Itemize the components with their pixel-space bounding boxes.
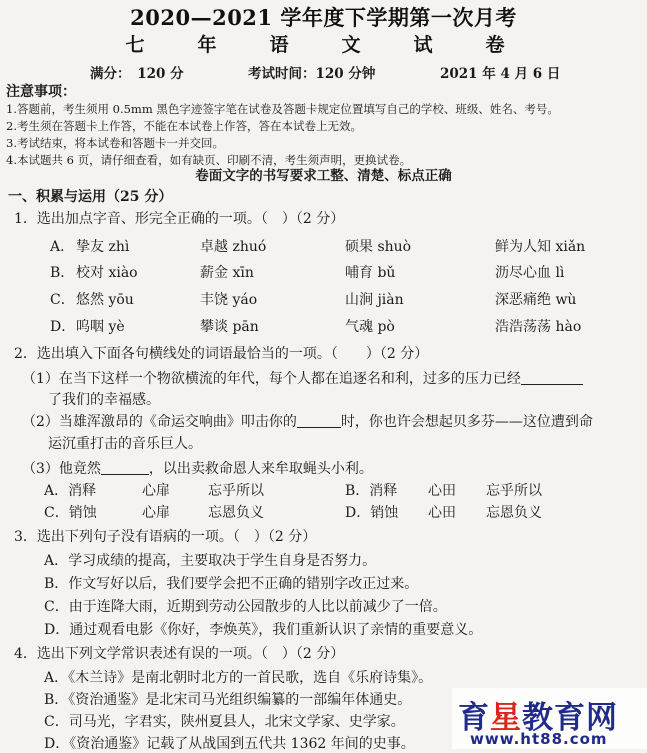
option-word: A．消释 <box>44 483 97 499</box>
option-word: B．消释 <box>345 483 398 499</box>
question-2-stem: 2．选出填入下面各句横线处的词语最恰当的一项。（ ）（2 分） <box>14 346 429 362</box>
q2-sentence-3 <box>22 458 373 478</box>
option-word: 心扉 <box>142 483 170 499</box>
option-letter: C． <box>50 292 75 308</box>
exam-time: 考试时间：120 分钟 <box>248 66 376 82</box>
q3-option-a: A．学习成绩的提高，主要取决于学生自身是否努力。 <box>44 553 377 569</box>
option-word: 悠然 yōu <box>76 292 134 308</box>
option-word: 哺育 bǔ <box>345 265 396 281</box>
option-word: C．销蚀 <box>44 505 97 521</box>
question-3-stem: 3．选出下列句子没有语病的一项。（ ）（2 分） <box>14 529 317 545</box>
question-1-stem: 1．选出加点字音、形完全正确的一项。（ ）（2 分） <box>14 211 345 227</box>
q3-option-d: D．通过观看电影《你好，李焕英》，我们重新认识了亲情的重要意义。 <box>44 622 483 638</box>
option-word: 校对 xiào <box>76 265 138 281</box>
answer-blank <box>297 413 341 428</box>
option-word: 攀谈 pān <box>200 319 259 335</box>
option-word: 忘恩负义 <box>208 505 264 521</box>
option-word: 气魂 pò <box>345 319 395 335</box>
notice-line: 2.考生须在答题卡上作答，不能在本试卷上作答，答在本试卷上无效。 <box>6 119 362 133</box>
option-word: 心田 <box>428 505 456 521</box>
exam-title: 2020—2021 学年度下学期第一次月考 <box>130 5 517 30</box>
option-word: 心扉 <box>142 505 170 521</box>
option-letter: A． <box>50 239 75 255</box>
notice-line: 1.答题前，考生须用 0.5mm 黑色字迹签字笔在试卷及答题卡规定位置填写自己的学校、班级、姓名、考号。 <box>6 102 559 116</box>
option-word: 鲜为人知 xiǎn <box>495 239 586 255</box>
writing-requirement: 卷面文字的书写要求工整、清楚、标点正确 <box>195 168 452 184</box>
option-word: 丰饶 yáo <box>200 292 258 308</box>
option-word: 忘恩负义 <box>486 505 542 521</box>
option-word: 忘乎所以 <box>486 483 542 499</box>
question-4-stem: 4．选出下列文学常识表述有误的一项。（ ）（2 分） <box>14 646 345 662</box>
exam-subtitle: 七 年 语 文 试 卷 <box>125 34 522 56</box>
sentence-text: （1）在当下这样一个物欲横流的年代，每个人都在追逐名和利，过多的压力已经 <box>22 371 521 387</box>
q2-sentence-2-cont: 运沉重打击的音乐巨人。 <box>48 436 202 452</box>
sentence-text: ，以出卖救命恩人来牟取蝇头小利。 <box>148 461 373 477</box>
watermark-brand: 育 <box>458 700 490 736</box>
option-word: 卓越 zhuó <box>200 239 267 255</box>
answer-blank <box>521 370 583 385</box>
watermark-brand: 教育网 <box>522 700 618 736</box>
full-score: 满分： 120 分 <box>90 66 184 82</box>
option-word: 沥尽心血 lì <box>495 265 565 281</box>
option-word: 忘乎所以 <box>208 483 264 499</box>
notice-line: 3.考试结束，将本试卷和答题卡一并交回。 <box>6 136 224 150</box>
option-word: 深恶痛绝 wù <box>495 292 577 308</box>
q4-option-b: B．《资治通鉴》是北宋司马光组织编纂的一部编年体通史。 <box>44 692 412 708</box>
option-word: 浩浩荡荡 hào <box>495 319 582 335</box>
sentence-text: 时，你也许会想起贝多芬——这位遭到命 <box>340 414 593 430</box>
exam-date: 2021 年 4 月 6 日 <box>440 66 561 82</box>
option-word: 呜咽 yè <box>76 319 125 335</box>
notice-heading: 注意事项： <box>6 84 76 100</box>
q4-option-d: D．《资治通鉴》记载了从战国到五代共 1362 年间的史事。 <box>44 736 415 752</box>
option-word: 山涧 jiàn <box>345 292 404 308</box>
answer-blank <box>101 460 149 475</box>
sentence-text: （3）他竟然 <box>22 461 101 477</box>
q2-sentence-2 <box>22 411 593 431</box>
q3-option-b: B．作文写好以后，我们要学会把不正确的错别字改正过来。 <box>44 576 419 592</box>
q4-option-c: C．司马光，字君实，陕州夏县人，北宋文学家、史学家。 <box>44 714 405 730</box>
watermark-brand-accent: 星 <box>490 700 522 736</box>
section-heading: 一、积累与运用（25 分） <box>8 189 173 205</box>
sentence-text: （2）当雄浑激昂的《命运交响曲》叩击你的 <box>22 414 297 430</box>
option-word: 心田 <box>428 483 456 499</box>
notice-line: 4.本试题共 6 页，请仔细查看，如有缺页、印刷不清，考生须声明，更换试卷。 <box>6 153 412 167</box>
q4-option-a: A．《木兰诗》是南北朝时北方的一首民歌，选自《乐府诗集》。 <box>44 670 433 686</box>
option-word: 硕果 shuò <box>345 239 412 255</box>
option-word: 薪金 xīn <box>200 265 254 281</box>
watermark-url: www.ht88.com <box>470 730 608 748</box>
option-letter: B． <box>50 265 75 281</box>
option-word: 挚友 zhì <box>76 239 130 255</box>
q2-sentence-1-cont: 了我们的幸福感。 <box>48 392 160 408</box>
q2-sentence-1 <box>22 368 583 388</box>
option-word: D．销蚀 <box>345 505 399 521</box>
option-letter: D． <box>50 319 76 335</box>
q3-option-c: C．由于连降大雨，近期到劳动公园散步的人比以前减少了一倍。 <box>44 599 447 615</box>
